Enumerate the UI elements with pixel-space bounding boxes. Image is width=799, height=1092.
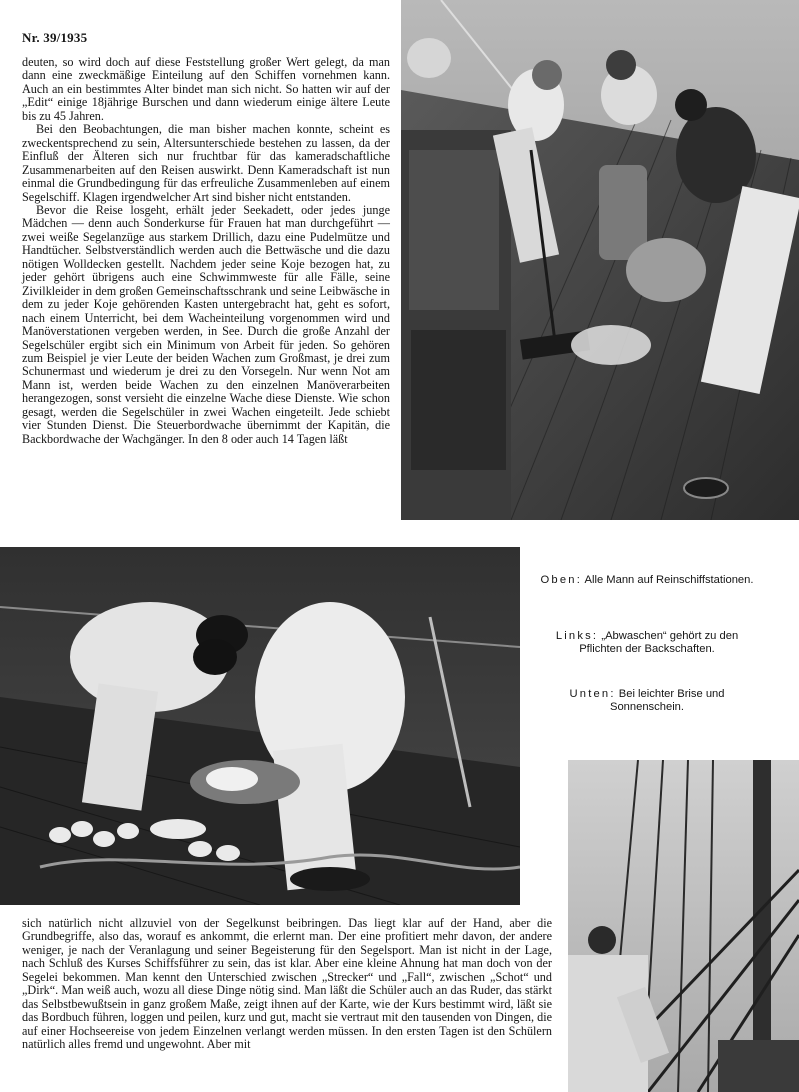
paragraph: sich natürlich nicht allzuviel von der Segelkunst beibringen. Das liegt klar auf der Hand, aber die Grundbegriffe, also das, worauf es ankommt, die erlernt man. Der eine profitiert mehr davon, der andere weniger, je nach der Veranlagung und seiner Begeisterung für den Segelsport. Man ist nicht in der Lage, nach Schluß des Kurses Schiffsführer zu sein, das ist klar. Aber eine kleine Ahnung hat man doch von der Segelei bekommen. Man kennt den Unterschied zwischen „Strecker“ und „Fall“, zwischen „Schot“ und „Dirk“. Man weiß auch, wozu all diese Dinge nötig sind. Man läßt die Schüler auch an das Ruder, das stärkt das Selbstbewußtsein in ganz großem Maße, zeigt ihnen auf der Karte, wie der Kurs bestimmt wird, läßt sie das Bordbuch führen, loggen und peilen, kurz und gut, macht sie vertraut mit den tausenden von Dingen, die auf einer Hochseereise von jedem Einzelnen verlangt werden müssen. In den ersten Tagen ist den Schülern natürlich alles fremd und ungewohnt. Aber mit [22,916,552,1052]
washing-up-image [0,547,520,905]
caption-text: Alle Mann auf Reinschiffstationen. [584,574,754,586]
deck-cleaning-image [401,0,799,520]
caption-bottom [540,688,754,714]
page-number: Nr. 39/1935 [22,30,88,45]
photo-rigging [568,760,799,1092]
rigging-image [568,760,799,1092]
caption-key: Links: [555,630,599,642]
caption-key: Oben: [540,574,583,586]
paragraph: Bevor die Reise losgeht, erhält jeder Seekadett, oder jedes junge Mädchen — denn auch Sonderkurse für Frauen hat man durchgeführt — zwei weiße Segelanzüge aus starkem Drillich, dazu eine Pudelmütze und Handtücher. Selbstverständlich werden auch die Bettwäsche und die dazu nötigen Wolldecken gestellt. Nachdem jeder seine Koje bezogen hat, zu jeder gehört übrigens auch eine Schwimmweste für alle Fälle, seine Zivilkleider in dem großen Gemeinschaftsschrank und seine Leibwäsche in dem zu jeder Koje gehörenden Kasten untergebracht hat, geht es sofort, nach einem Unterricht, bei dem Wacheinteilung vorgenommen wird und Manöverstationen vergeben werden, in See. Durch die große Anzahl der Segelschüler ergibt sich ein Minimum von Arbeit für jeden. So gehören zum Beispiel je vier Leute der beiden Wachen zum Großmast, je drei zum Schunermast und wiederum je drei zu den Vorsegeln. Nur wenn Not am Mann ist, werden beide Wachen zu den einzelnen Manöverarbeiten herangezogen, sonst versieht die einzelne Wache diese Dienste. Wie schon gesagt, werden die Segelschüler in zwei Wachen eingeteilt. Jede schiebt vier Stunden Dienst. Die Steuerbordwache übernimmt der Kapitän, die Backbordwache der Wachgänger. In den 8 oder auch 14 Tagen läßt [22,202,390,446]
article-column-text [22,56,390,446]
article-bottom-text [22,917,552,1052]
caption-text: „Abwaschen“ gehört zu den Pflichten der Backschaften. [579,630,739,655]
caption-text: Bei leichter Brise und Sonnenschein. [609,688,725,713]
caption-left [540,630,754,656]
paragraph: deuten, so wird doch auf diese Feststellung großer Wert gelegt, da man dann eine zweckmäßige Einteilung auf den Schiffen vornehmen kann. Auch an ein bestimmtes Alter bindet man sich nicht. So hatten wir auf der „Edit“ einige 18jährige Burschen und dann wiederum einige ältere Leute bis zu 45 Jahren. [22,55,390,123]
photo-deck-cleaning [401,0,799,520]
caption-key: Unten: [569,688,616,700]
photo-washing-up [0,547,520,905]
paragraph: Bei den Beobachtungen, die man bisher machen konnte, scheint es zweckentsprechend zu sein, Altersunterschiede bestehen zu lassen, da der Einfluß der Älteren sich nur fruchtbar für das kameradschaftliche Zusammenarbeiten auf den Reisen auswirkt. Denn Kameradschaft ist nun einmal die Grundbedingung für das erfreuliche Zusammenleben auf einem Segelschiff. Klagen irgendwelcher Art sind bisher nicht entstanden. [22,122,390,204]
caption-top [540,574,754,587]
